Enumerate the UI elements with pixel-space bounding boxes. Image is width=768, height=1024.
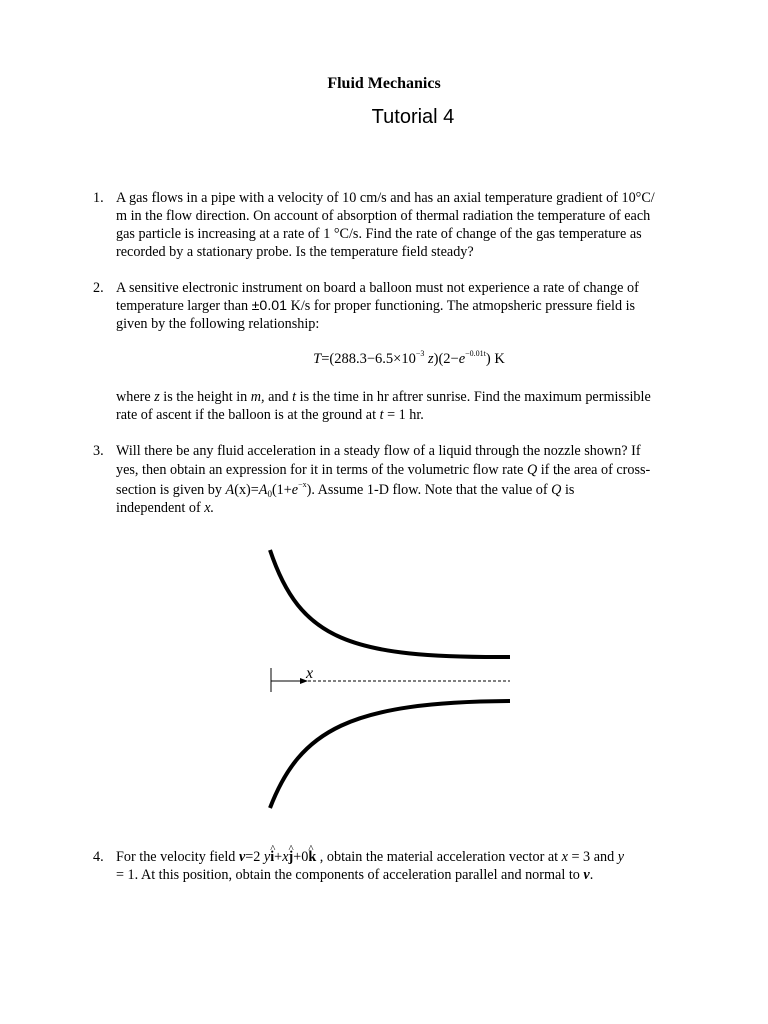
nozzle-lower-wall [270, 701, 510, 808]
math-symbol: t [292, 389, 297, 405]
text-run: independent of [116, 500, 205, 516]
question-1-line-3: gas particle is increasing at a rate of 1 °C/s. Find the rate of change of the gas temperature as [116, 226, 642, 242]
text-run: . Assume 1-D flow. Note that the value of [311, 482, 552, 498]
text-run: , obtain the material acceleration vector at [316, 849, 562, 865]
text-run: . [589, 867, 594, 883]
page-title: Fluid Mechanics [327, 75, 441, 92]
velocity-symbol: v [238, 849, 246, 865]
math-symbol: m, [250, 389, 265, 405]
text-run: is [561, 482, 575, 498]
text-run: section is given by [116, 482, 226, 498]
question-2-continued [93, 388, 693, 424]
text-run: rate of ascent if the balloon is at the ground at [116, 407, 380, 423]
question-1-line-2: m in the flow direction. On account of absorption of thermal radiation the temperature of each [116, 208, 651, 224]
formula-exponent: −3 [415, 349, 425, 358]
question-3-line-4 [116, 499, 693, 517]
question-4 [93, 848, 693, 884]
page-subtitle: Tutorial 4 [371, 106, 455, 128]
question-4-line-2 [116, 866, 693, 884]
text-run: = 1. At this position, obtain the components of acceleration parallel and normal to [116, 867, 584, 883]
math-symbol: x. [204, 500, 215, 516]
question-2-line-1: A sensitive electronic instrument on board a balloon must not experience a rate of change of [116, 280, 639, 296]
flow-rate-symbol: Q ˙ [551, 482, 561, 498]
math-symbol: x [282, 849, 289, 865]
math-symbol: e [291, 482, 299, 498]
velocity-symbol: v [583, 867, 590, 883]
math-symbol: y [263, 849, 271, 865]
formula-symbol: T [313, 351, 322, 367]
question-2-line-4 [116, 388, 693, 406]
question-3-line-2 [116, 461, 693, 479]
text-run: where [116, 389, 155, 405]
math-exponent: −x [298, 480, 307, 489]
text-run: is the height in [159, 389, 251, 405]
question-1-line-1: A gas flows in a pipe with a velocity of 10 cm/s and has an axial temperature gradient of 10°C/ [116, 190, 655, 206]
math-symbol: t [379, 407, 384, 423]
text-run: temperature larger than [116, 298, 252, 314]
math-text: (1+ [271, 482, 292, 498]
text-run: = 1 hr. [383, 407, 424, 423]
math-symbol: x [561, 849, 568, 865]
question-3-line-3 [116, 481, 693, 499]
formula-symbol: z [424, 351, 434, 367]
formula-text: =(288.3−6.5×10 [321, 351, 416, 367]
nozzle-diagram [260, 540, 520, 820]
temperature-formula [0, 351, 768, 368]
text-run: = 3 and [567, 849, 618, 865]
unit-vector-k: k ^ [308, 849, 316, 865]
x-axis-label: x [306, 665, 314, 682]
question-3-line-1: Will there be any fluid acceleration in a steady flow of a liquid through the nozzle shown? If [116, 443, 641, 459]
formula-exponent: −0.01t [465, 349, 486, 358]
question-2-line-5 [116, 406, 693, 424]
text-run: K/s for proper functioning. The atmopsheric pressure field is [287, 298, 636, 314]
flow-rate-symbol: Q ˙ [527, 462, 537, 478]
math-symbol: A [258, 482, 268, 498]
formula-text: ) K [485, 351, 505, 367]
text-run: is the time in hr aftrer sunrise. Find the maximum permissible [296, 389, 651, 405]
question-number: 3. [93, 443, 104, 459]
math-text: +0 [293, 849, 309, 865]
formula-symbol: e [458, 351, 466, 367]
question-2 [93, 279, 693, 333]
nozzle-upper-wall [270, 550, 510, 657]
math-symbol: y [617, 849, 625, 865]
text-run: and [264, 389, 293, 405]
math-text: ) [306, 482, 312, 498]
question-1-line-4: recorded by a stationary probe. Is the temperature field steady? [116, 244, 474, 260]
question-2-line-3: given by the following relationship: [116, 316, 320, 332]
tolerance-value: ±0.01 [251, 298, 288, 314]
math-text: (x)= [234, 482, 259, 498]
question-2-line-2 [116, 297, 693, 315]
text-run: if the area of cross- [537, 462, 651, 478]
question-number: 2. [93, 280, 104, 296]
math-symbol: z [154, 389, 160, 405]
text-run: For the velocity field [116, 849, 239, 865]
question-number: 1. [93, 190, 104, 206]
math-text: + [274, 849, 283, 865]
math-text: =2 [245, 849, 264, 865]
math-symbol: A [225, 482, 235, 498]
question-3 [93, 442, 693, 517]
text-run: yes, then obtain an expression for it in terms of the volumetric flow rate [116, 462, 527, 478]
math-subscript: 0 [267, 489, 272, 499]
formula-text: )(2− [433, 351, 459, 367]
question-4-line-1 [116, 848, 693, 866]
question-1 [93, 189, 693, 261]
unit-vector-i: i ^ [270, 849, 274, 865]
question-number: 4. [93, 849, 104, 865]
unit-vector-j: j ^ [289, 849, 294, 865]
